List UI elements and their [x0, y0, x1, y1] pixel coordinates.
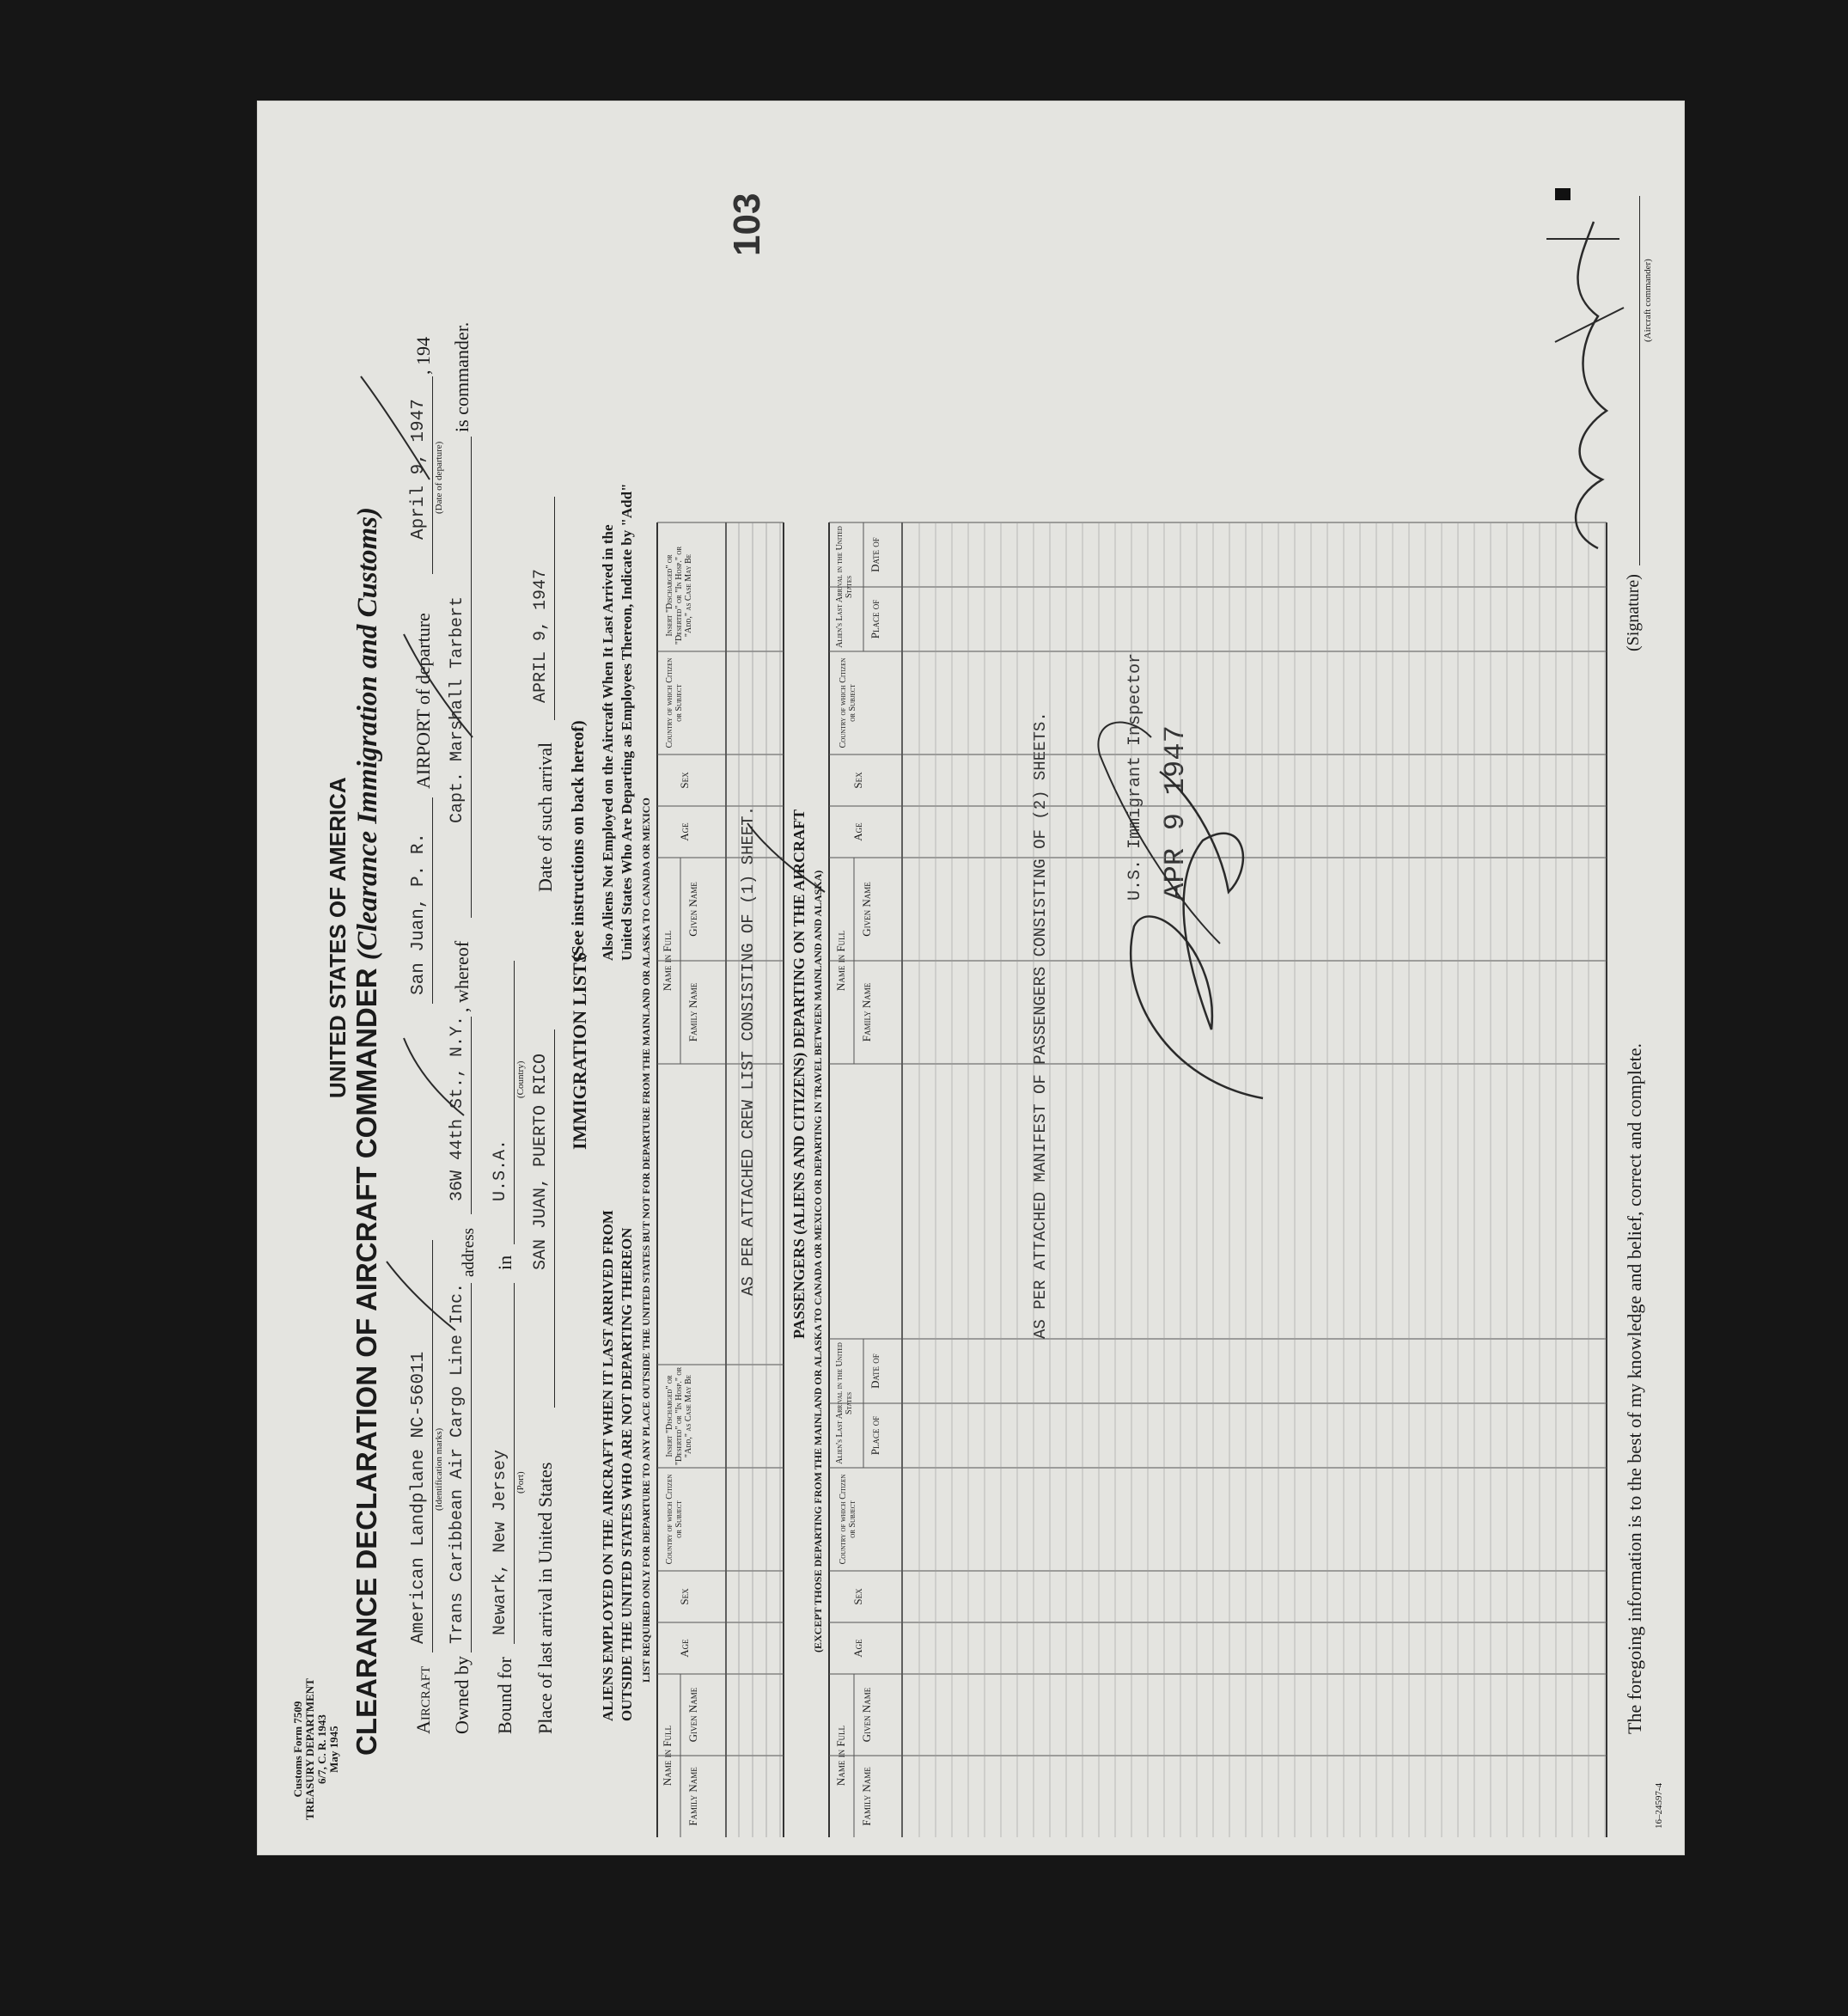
right-heading-1: Also Aliens Not Employed on the Aircraft When It Last Arrived in the — [600, 524, 616, 961]
crew-country-2: Country of which Citizen or Subject — [665, 657, 684, 748]
is-commander-label: is commander. — [451, 321, 473, 432]
inspector-signature — [1098, 723, 1220, 944]
last-arrival-value: SAN JUAN, PUERTO RICO — [531, 1053, 551, 1270]
crew-given-name-2: Given Name — [686, 882, 699, 937]
pax-name-in-full-2: Name in Full — [834, 930, 847, 992]
pax-name-in-full: Name in Full — [834, 1725, 847, 1787]
crew-name-in-full: Name in Full — [661, 1725, 674, 1787]
passenger-note: AS PER ATTACHED MANIFEST OF PASSENGERS CONSISTING OF (2) SHEETS. — [1031, 712, 1050, 1339]
bound-value: Newark, New Jersey — [491, 1449, 510, 1635]
crew-name-in-full-2: Name in Full — [661, 930, 674, 992]
crew-given-name: Given Name — [686, 1687, 699, 1743]
crew-insert-right: Insert "Discharged" or "Deserted" or "In Hosp." or "Add," as Case May Be — [665, 546, 693, 645]
aircraft-value: American Landplane NC-56011 — [409, 1351, 429, 1644]
commander-value: Capt. Marshall Tarbert — [448, 596, 467, 823]
arrival-date-label: Date of such arrival — [534, 742, 556, 892]
year-suffix: , 194 — [412, 337, 434, 375]
crew-country: Country of which Citizen or Subject — [665, 1474, 684, 1565]
pax-sex-2: Sex — [851, 772, 864, 789]
printer-code: 16–24597-4 — [1654, 1782, 1664, 1829]
pax-age: Age — [851, 1639, 864, 1658]
pax-given-name: Given Name — [860, 1687, 873, 1743]
pax-given-name-2: Given Name — [860, 882, 873, 937]
crew-age: Age — [678, 1639, 691, 1658]
passengers-subtitle: (EXCEPT THOSE DEPARTING FROM THE MAINLAND OR ALASKA TO CANADA OR MEXICO OR DEPARTING IN TRAVEL BETWEEN MAINLAND AND ALASKA) — [812, 870, 824, 1653]
address-label: address — [460, 1228, 478, 1277]
pax-date-of: Date of — [869, 1353, 881, 1389]
declaration-text: The foregoing information is to the best of my knowledge and belief, correct and complete. — [1624, 1043, 1645, 1734]
stamp-date: APR 9 1947 — [1160, 724, 1192, 901]
pax-last-arrival-2: Alien's Last Arrival in the United States — [835, 526, 854, 648]
pax-age-2: Age — [851, 822, 864, 841]
departure-place: San Juan, P. R. — [409, 832, 429, 995]
crew-note: AS PER ATTACHED CREW LIST CONSISTING OF (1) SHEET. — [739, 805, 758, 1296]
crew-family-name-2: Family Name — [686, 982, 699, 1042]
department: TREASURY DEPARTMENT — [303, 1678, 316, 1820]
bound-label: Bound for — [494, 1657, 515, 1734]
left-heading-1: ALIENS EMPLOYED ON THE AIRCRAFT WHEN IT LAST ARRIVED FROM — [600, 1210, 616, 1721]
country-value: U.S.A. — [491, 1139, 510, 1201]
signature-label: (Signature) — [1624, 574, 1643, 651]
address-value: 36W 44th St., N.Y. — [448, 1015, 467, 1201]
country-heading: UNITED STATES OF AMERICA — [325, 777, 351, 1098]
check-mark — [387, 1262, 455, 1330]
stamp-title: U.S. Immigrant Inspector — [1125, 652, 1145, 901]
pax-country-2: Country of which Citizen or Subject — [839, 657, 857, 748]
pax-sex: Sex — [851, 1588, 864, 1605]
form-id: Customs Form 7509 — [291, 1701, 304, 1798]
pax-family-name: Family Name — [860, 1767, 873, 1826]
commander-caption: (Aircraft commander) — [1643, 259, 1653, 342]
in-label: in — [494, 1255, 515, 1270]
port-caption: (Port) — [515, 1471, 526, 1494]
pax-date-of-2: Date of — [869, 537, 881, 572]
pax-family-name-2: Family Name — [860, 982, 873, 1042]
form-rules-and-ink — [258, 101, 1684, 1854]
required-notice: LIST REQUIRED ONLY FOR DEPARTURE TO ANY PLACE OUTSIDE THE UNITED STATES BUT NOT FOR DEPARTURE FROM THE MAINLAND OR ALASKA TO CANADA OR MEXICO — [640, 797, 652, 1683]
crew-sex-2: Sex — [678, 772, 691, 789]
crew-sex: Sex — [678, 1588, 691, 1605]
date-caption: (Date of departure) — [434, 441, 444, 514]
right-heading-2: United States Who Are Departing as Employees Thereon, Indicate by "Add" — [619, 483, 635, 961]
margin-mark — [1555, 188, 1570, 200]
last-arrival-label: Place of last arrival in United States — [534, 1462, 556, 1734]
form-sheet — [258, 101, 1684, 1854]
pax-place-of-2: Place of — [869, 599, 881, 639]
title-main: CLEARANCE DECLARATION OF AIRCRAFT COMMANDER — [351, 968, 382, 1756]
passengers-title: PASSENGERS (ALIENS AND CITIZENS) DEPARTING ON THE AIRCRAFT — [790, 809, 808, 1339]
immigration-title: IMMIGRATION LISTS — [569, 951, 590, 1150]
aircraft-label: Aircraft — [412, 1665, 434, 1734]
crew-family-name: Family Name — [686, 1767, 699, 1826]
country-caption: (Country) — [515, 1060, 526, 1098]
check-mark — [404, 1038, 464, 1115]
immigration-instructions: (See instructions on back hereof) — [569, 720, 588, 961]
airport-label: AIRPORT of departure — [412, 613, 434, 789]
commander-signature — [1546, 239, 1624, 342]
pax-last-arrival: Alien's Last Arrival in the United States — [835, 1342, 854, 1464]
cfr: 6/7, C. R. 1943 — [315, 1714, 328, 1785]
whereof-label: , whereof — [451, 940, 473, 1012]
check-mark — [404, 634, 473, 737]
departure-date: April 9, 1947 — [409, 399, 429, 540]
check-mark — [361, 376, 430, 480]
rotated-form — [258, 101, 1684, 1854]
pax-country: Country of which Citizen or Subject — [839, 1474, 857, 1565]
arrival-date-value: APRIL 9, 1947 — [531, 568, 551, 703]
form-date: May 1945 — [327, 1726, 340, 1773]
pax-place-of: Place of — [869, 1415, 881, 1456]
commander-signature — [1576, 222, 1607, 548]
owner-value: Trans Caribbean Air Cargo Line Inc. — [448, 1282, 467, 1644]
crew-age-2: Age — [678, 822, 691, 841]
page-number: 103 — [726, 192, 768, 256]
owned-by-label: Owned by — [451, 1655, 473, 1734]
title-paren: (Clearance Immigration and Customs) — [352, 507, 383, 961]
crew-insert-left: Insert "Discharged" or "Deserted" or "In Hosp." or "Add," as Case May Be — [665, 1366, 693, 1466]
id-marks-caption: (Identification marks) — [434, 1427, 444, 1511]
left-heading-2: OUTSIDE THE UNITED STATES WHO ARE NOT DEPARTING THEREON — [619, 1227, 635, 1721]
